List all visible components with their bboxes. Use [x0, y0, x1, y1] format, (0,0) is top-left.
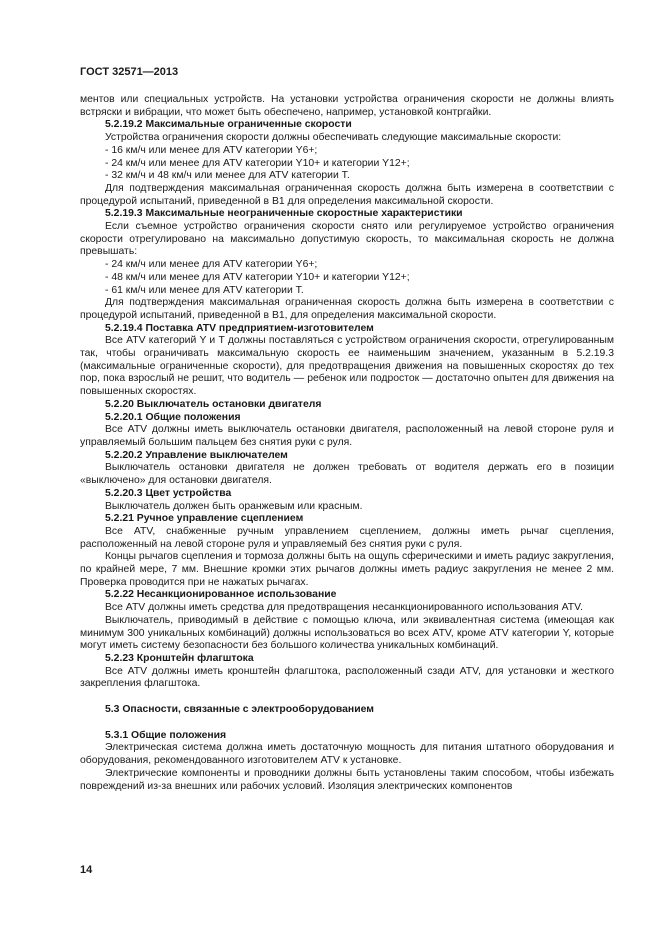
clause-heading: 5.2.20.3 Цвет устройства: [105, 487, 232, 499]
list-item: - 61 км/ч или менее для ATV категории T.: [105, 284, 304, 296]
paragraph-continuation: ментов или специальных устройств. На установки устройства ограничения скорости не должны влиять встряски и вибрации, что может быть обеспечено, например, установкой контргайки.: [80, 94, 614, 118]
list-item: - 24 км/ч или менее для ATV категории Y6+;: [105, 259, 318, 271]
paragraph: Концы рычагов сцепления и тормоза должны быть на ощупь сферическими и иметь радиус закругления, по крайней мере, 7 мм. Внешние кромки этих рычагов должны иметь радиус закругления не менее 2 мм. Проверка проводится при не нажатых рычагах.: [80, 551, 614, 588]
paragraph: Все ATV должны иметь выключатель остановки двигателя, расположенный на левой стороне руля и управляемый большим пальцем без снятия руки с руля.: [80, 424, 614, 448]
document-header: [80, 66, 178, 79]
section-heading: 5.3 Опасности, связанные с электрооборудованием: [105, 704, 374, 716]
clause-heading: 5.3.1 Общие положения: [105, 729, 227, 741]
paragraph: Электрическая система должна иметь достаточную мощность для питания штатного оборудования и оборудования, рекомендованного изготовителем ATV к установке.: [80, 742, 614, 767]
paragraph: Все ATV, снабженные ручным управлением сцеплением, должны иметь рычаг сцепления, расположенный на левой стороне руля и управляемый без снятия руки с руля.: [80, 525, 614, 550]
paragraph: Выключатель остановки двигателя не должен требовать от водителя держать его в позиции «выключено» для остановки двигателя.: [80, 462, 614, 487]
paragraph: Все ATV категорий Y и T должны поставляться с устройством ограничения скорости, отрегулированным так, чтобы ограничивать максимальную скорость ее наименьшим значением, указанным в 5.2.19.3 (максимальные ограниченные скорости), для предотвращения движения на повышенных скоростях до тех пор, пока взрослый не решит, что водитель — ребенок или подросток — достаточно опытен для движения на повышенных скоростях.: [80, 335, 614, 398]
document-body: [80, 94, 614, 793]
list-item: - 32 км/ч и 48 км/ч или менее для ATV категории T.: [105, 170, 350, 182]
clause-heading: 5.2.22 Несанкционированное использование: [105, 589, 337, 601]
page-number: 14: [80, 864, 93, 876]
standard-code: ГОСТ 32571—2013: [80, 66, 179, 78]
paragraph: Для подтверждения максимальная ограниченная скорость должна быть измерена в соответствии с процедурой испытаний, приведенной в B1 для определения максимальной скорости.: [80, 182, 614, 207]
paragraph: Электрические компоненты и проводники должны быть установлены таким способом, чтобы избежать повреждений из-за внешних или рабочих условий. Изоляция электрических компонентов: [80, 767, 614, 792]
paragraph: Все ATV должны иметь средства для предотвращения несанкционированного использования ATV.: [105, 602, 583, 614]
clause-heading: 5.2.20.2 Управление выключателем: [105, 449, 288, 461]
list-item: - 16 км/ч или менее для ATV категории Y6+;: [105, 144, 318, 156]
clause-heading: 5.2.21 Ручное управление сцеплением: [105, 513, 304, 525]
paragraph: Выключатель должен быть оранжевым или красным.: [105, 500, 363, 512]
paragraph: Устройства ограничения скорости должны обеспечивать следующие максимальные скорости:: [105, 132, 562, 144]
list-item: - 48 км/ч или менее для ATV категории Y10+ и категории Y12+;: [105, 271, 410, 283]
paragraph: Выключатель, приводимый в действие с помощью ключа, или эквивалентная система (имеющая как минимум 300 уникальных комбинаций) должны использоваться во всех ATV, кроме ATV категории Y, которые могут иметь систему безопасности без большого количества уникальных комбинаций.: [80, 614, 614, 652]
clause-heading: 5.2.19.2 Максимальные ограниченные скорости: [105, 119, 352, 131]
clause-heading: 5.2.19.4 Поставка ATV предприятием-изготовителем: [105, 322, 374, 334]
list-item: - 24 км/ч или менее для ATV категории Y10+ и категории Y12+;: [105, 157, 410, 169]
paragraph: Все ATV должны иметь кронштейн флагштока, расположенный сзади ATV, для установки и жесткого закрепления флагштока.: [80, 665, 614, 690]
clause-heading: 5.2.20 Выключатель остановки двигателя: [105, 398, 322, 410]
paragraph: Если съемное устройство ограничения скорости снято или регулируемое устройство ограничения скорости отрегулировано на максимально допустимую скорость, то максимальная скорость не должна превышать:: [80, 221, 614, 258]
clause-heading: 5.2.20.1 Общие положения: [105, 411, 241, 423]
paragraph: Для подтверждения максимальная ограниченная скорость должна быть измерена в соответствии с процедурой испытаний, приведенной в B1, для определения максимальной скорости.: [80, 297, 614, 321]
clause-heading: 5.2.23 Кронштейн флагштока: [105, 652, 254, 664]
clause-heading: 5.2.19.3 Максимальные неограниченные скоростные характеристики: [105, 208, 463, 220]
